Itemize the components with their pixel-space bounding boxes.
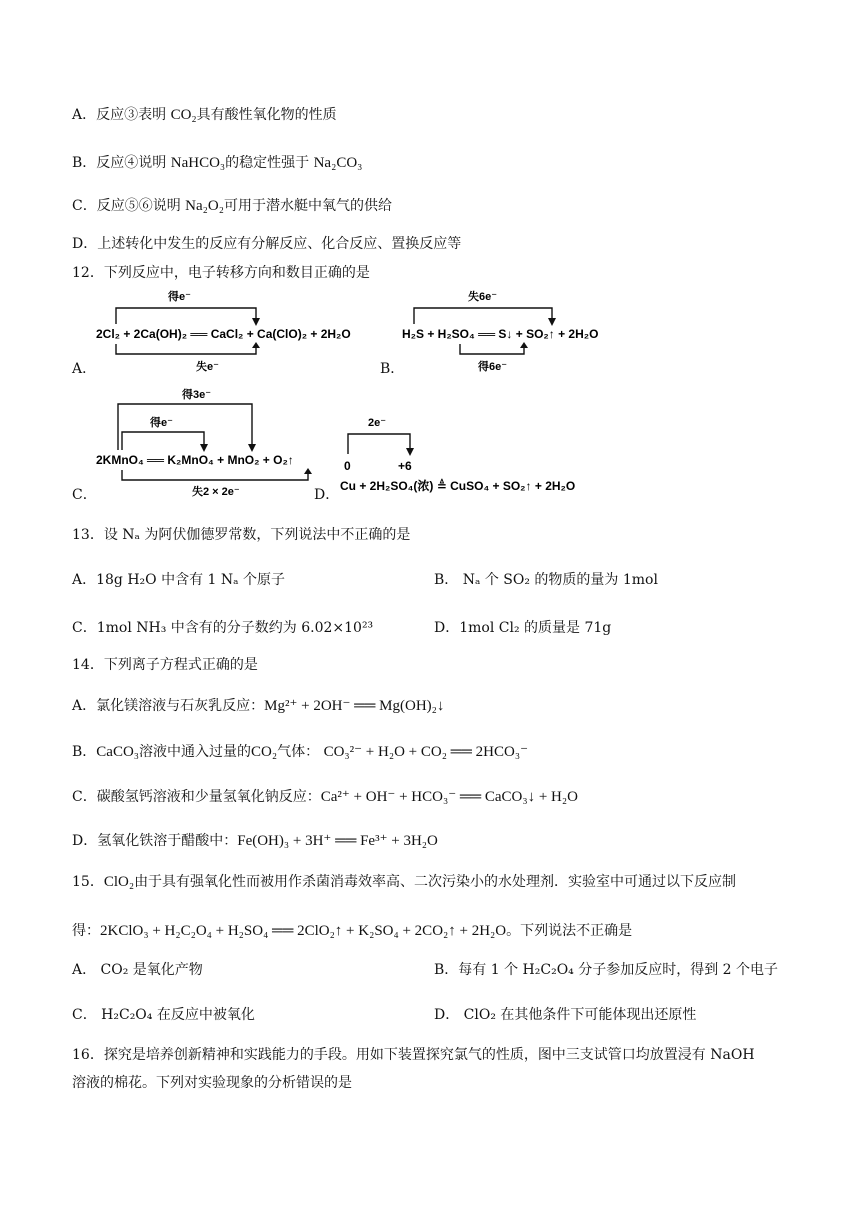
q13-option-c: C．1mol NH₃ 中含有的分子数约为 6.02×10²³	[72, 620, 374, 636]
q12-c-bottom-label: 失2 × 2e⁻	[192, 486, 240, 498]
q12-a-diagram	[96, 288, 386, 374]
q12-b-equation: H₂S + H₂SO₄ ══ S↓ + SO₂↑ + 2H₂O	[402, 327, 599, 341]
q14-stem: 14．下列离子方程式正确的是	[72, 657, 258, 673]
q13-option-b: B． Nₐ 个 SO₂ 的物质的量为 1mol	[434, 572, 658, 588]
q11-option-c: C．反应⑤⑥说明 Na₂O₂可用于潜水艇中氧气的供给	[72, 198, 392, 214]
q12-d-ox-0: 0	[344, 459, 351, 473]
q15-option-b: B．每有 1 个 H₂C₂O₄ 分子参加反应时，得到 2 个电子	[434, 962, 779, 978]
q15-line-1: 15．ClO₂由于具有强氧化性而被用作杀菌消毒效率高、二次污染小的水处理剂．实验室中可通过以下反应制	[72, 874, 737, 890]
q12-b-top-label: 失6e⁻	[468, 291, 498, 303]
q12-c-equation: 2KMnO₄ ══ K₂MnO₄ + MnO₂ + O₂↑	[96, 453, 294, 467]
q12-c-inner-label: 得e⁻	[150, 417, 173, 429]
q12-label-a: A．	[72, 361, 97, 377]
q13-option-a: A．18g H₂O 中含有 1 Nₐ 个原子	[72, 572, 285, 588]
q14-option-b: B．CaCO₃溶液中通入过量的CO₂气体： CO₃²⁻ + H₂O + CO₂ ══ 2HCO₃⁻	[72, 744, 528, 760]
q14-option-d: D．氢氧化铁溶于醋酸中：Fe(OH)₃ + 3H⁺ ══ Fe³⁺ + 3H₂O	[72, 833, 438, 849]
q16-line-1: 16．探究是培养创新精神和实践能力的手段。用如下装置探究氯气的性质，图中三支试管口均放置浸有 NaOH	[72, 1047, 755, 1063]
q12-a-bottom-label: 失e⁻	[196, 361, 219, 373]
q16-line-2: 溶液的棉花。下列对实验现象的分析错误的是	[72, 1075, 352, 1091]
q12-c-diagram	[96, 386, 336, 498]
q12-label-b: B．	[380, 361, 405, 377]
q12-d-diagram	[340, 414, 640, 498]
q12-label-d: D．	[314, 487, 340, 503]
q12-b-bottom-label: 得6e⁻	[478, 361, 508, 373]
q11-option-b: B．反应④说明 NaHCO₃的稳定性强于 Na₂CO₃	[72, 155, 363, 171]
q12-d-top-label: 2e⁻	[368, 417, 387, 429]
q12-c-outer-label: 得3e⁻	[182, 389, 212, 401]
q13-stem: 13．设 Nₐ 为阿伏伽德罗常数，下列说法中不正确的是	[72, 527, 411, 543]
q13-option-d: D．1mol Cl₂ 的质量是 71g	[434, 620, 612, 636]
q15-option-c: C． H₂C₂O₄ 在反应中被氧化	[72, 1007, 255, 1023]
q11-option-a: A．反应③表明 CO₂具有酸性氧化物的性质	[72, 107, 337, 123]
q14-option-c: C．碳酸氢钙溶液和少量氢氧化钠反应：Ca²⁺ + OH⁻ + HCO₃⁻ ══ CaCO₃↓ + H₂O	[72, 789, 578, 805]
q12-d-ox-6: +6	[398, 459, 412, 473]
q15-option-d: D． ClO₂ 在其他条件下可能体现出还原性	[434, 1007, 697, 1023]
q12-b-diagram	[402, 288, 642, 374]
q11-option-d: D．上述转化中发生的反应有分解反应、化合反应、置换反应等	[72, 236, 462, 252]
q14-option-a: A．氯化镁溶液与石灰乳反应：Mg²⁺ + 2OH⁻ ══ Mg(OH)₂↓	[72, 698, 445, 714]
q12-label-c: C．	[72, 487, 97, 503]
q12-stem: 12．下列反应中，电子转移方向和数目正确的是	[72, 265, 370, 281]
q12-a-top-label: 得e⁻	[168, 291, 191, 303]
q15-line-2: 得：2KClO₃ + H₂C₂O₄ + H₂SO₄ ══ 2ClO₂↑ + K₂SO₄ + 2CO₂↑ + 2H₂O。下列说法不正确是	[72, 923, 633, 939]
q12-a-equation: 2Cl₂ + 2Ca(OH)₂ ══ CaCl₂ + Ca(ClO)₂ + 2H₂O	[96, 327, 351, 341]
q15-option-a: A． CO₂ 是氧化产物	[72, 962, 203, 978]
q12-d-equation: Cu + 2H₂SO₄(浓) ≜ CuSO₄ + SO₂↑ + 2H₂O	[340, 479, 576, 493]
